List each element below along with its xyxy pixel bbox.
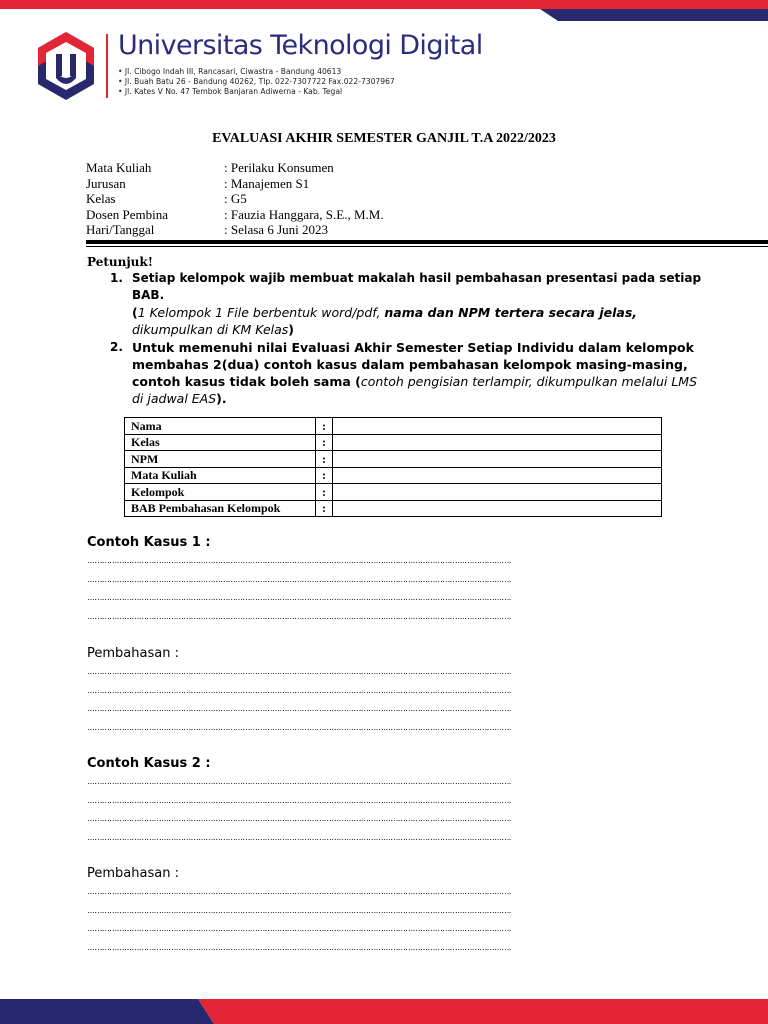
header-navy-band <box>540 9 768 21</box>
answer-line: ………………………………………………………………………………………………………………………………………………………. <box>87 814 511 823</box>
note-italic-b: dikumpulkan di KM Kelas <box>132 322 289 337</box>
instruction-2-end: ). <box>216 391 227 406</box>
answer-line: ………………………………………………………………………………………………………………………………………………………. <box>87 777 511 786</box>
info-row <box>86 207 384 223</box>
instruction-number-1: 1. <box>110 271 123 285</box>
answer-lines-discussion-1[interactable] <box>87 663 673 737</box>
exam-title: EVALUASI AKHIR SEMESTER GANJIL T.A 2022/2023 <box>212 131 556 146</box>
table-colon: : <box>316 451 333 468</box>
info-value: : G5 <box>224 191 247 207</box>
answer-line: ………………………………………………………………………………………………………………………………………………………. <box>87 905 511 915</box>
answer-lines-case-2[interactable] <box>87 773 673 847</box>
info-value: : Manajemen S1 <box>224 175 310 191</box>
address-line-1: • Jl. Cibogo Indah III, Rancasari, Ciwastra - Bandung 40613 <box>118 67 342 76</box>
table-label: Kelompok <box>125 484 316 501</box>
info-value: : Fauzia Hanggara, S.E., M.M. <box>224 206 384 222</box>
paren-close: ) <box>288 322 295 337</box>
instruction-2-bold: Untuk memenuhi nilai Evaluasi Akhir Semester Setiap Individu dalam kelompok membahas 2(dua) contoh kasus dalam pembahasan kelompok masing-masing, contoh kasus tidak boleh sama ( <box>132 340 694 389</box>
table-row <box>125 451 662 468</box>
identity-table <box>124 417 662 517</box>
separator-thick <box>86 240 768 244</box>
answer-line: ………………………………………………………………………………………………………………………………………………………. <box>87 795 511 805</box>
header-divider <box>106 34 108 98</box>
instruction-number-2: 2. <box>110 340 123 354</box>
answer-line: ………………………………………………………………………………………………………………………………………………………. <box>87 942 511 952</box>
answer-line: ………………………………………………………………………………………………………………………………………………………. <box>87 832 511 842</box>
note-bold-italic: nama dan NPM tertera secara jelas, <box>384 305 638 320</box>
instruction-2-italic: contoh pengisian terlampir, dikumpulkan melalui LMS di jadwal EAS <box>132 374 698 406</box>
table-row <box>125 418 662 435</box>
info-row <box>86 176 384 192</box>
answer-lines-discussion-2[interactable] <box>87 883 673 957</box>
address-line-2: • Jl. Buah Batu 26 - Bandung 40262, Tlp. 022-7307722 Fax.022-7307967 <box>118 77 395 86</box>
table-label: BAB Pembahasan Kelompok <box>125 500 316 517</box>
answer-line: ………………………………………………………………………………………………………………………………………………………. <box>87 924 511 933</box>
info-row <box>86 222 384 238</box>
table-value-field[interactable] <box>333 484 662 501</box>
table-label: Mata Kuliah <box>125 467 316 484</box>
address-line-3: • Jl. Kates V No. 47 Tembok Banjaran Adiwerna - Kab. Tegal <box>118 87 343 96</box>
university-name: Universitas Teknologi Digital <box>118 30 483 61</box>
instructions-title: Petunjuk! <box>87 255 153 269</box>
answer-line: ………………………………………………………………………………………………………………………………………………………. <box>87 611 511 621</box>
info-row <box>86 191 384 207</box>
header-red-band <box>0 0 768 9</box>
answer-line: ………………………………………………………………………………………………………………………………………………………. <box>87 722 511 732</box>
answer-lines-case-1[interactable] <box>87 552 673 626</box>
info-label: Hari/Tanggal <box>86 222 155 238</box>
table-row <box>125 434 662 451</box>
table-colon: : <box>316 484 333 501</box>
table-colon: : <box>316 418 333 435</box>
case-1-title: Contoh Kasus 1 : <box>87 535 211 550</box>
table-value-field[interactable] <box>333 500 662 517</box>
paren-open: ( <box>132 305 138 320</box>
table-colon: : <box>316 434 333 451</box>
answer-line: ………………………………………………………………………………………………………………………………………………………. <box>87 704 511 713</box>
table-row <box>125 500 662 517</box>
table-row <box>125 467 662 484</box>
footer-navy-band <box>0 999 214 1024</box>
case-2-title: Contoh Kasus 2 : <box>87 756 211 771</box>
table-value-field[interactable] <box>333 467 662 484</box>
answer-line: ………………………………………………………………………………………………………………………………………………………. <box>87 685 511 695</box>
university-logo-icon <box>36 32 96 100</box>
info-label: Dosen Pembina <box>86 206 168 222</box>
course-info <box>86 160 384 238</box>
table-value-field[interactable] <box>333 418 662 435</box>
table-value-field[interactable] <box>333 451 662 468</box>
instruction-2 <box>132 339 712 407</box>
answer-line: ………………………………………………………………………………………………………………………………………………………. <box>87 667 511 676</box>
discussion-1-title: Pembahasan : <box>87 646 179 661</box>
info-value: : Perilaku Konsumen <box>224 160 334 175</box>
info-label: Kelas <box>86 191 116 207</box>
info-row <box>86 160 384 176</box>
separator-thin <box>86 246 768 247</box>
table-value-field[interactable] <box>333 434 662 451</box>
info-label: Jurusan <box>86 175 126 191</box>
answer-line: ………………………………………………………………………………………………………………………………………………………. <box>87 574 511 584</box>
info-value: : Selasa 6 Juni 2023 <box>224 222 328 238</box>
table-label: NPM <box>125 451 316 468</box>
table-label: Nama <box>125 418 316 435</box>
table-colon: : <box>316 500 333 517</box>
table-colon: : <box>316 467 333 484</box>
answer-line: ………………………………………………………………………………………………………………………………………………………. <box>87 887 511 896</box>
instruction-1-line: Setiap kelompok wajib membuat makalah hasil pembahasan presentasi pada setiap BAB. <box>132 271 702 302</box>
note-italic-a: 1 Kelompok 1 File berbentuk word/pdf, <box>137 305 385 320</box>
info-label: Mata Kuliah <box>86 160 152 175</box>
instruction-1-note <box>132 304 712 338</box>
answer-line: ………………………………………………………………………………………………………………………………………………………. <box>87 556 511 565</box>
table-row <box>125 484 662 501</box>
discussion-2-title: Pembahasan : <box>87 866 179 881</box>
instruction-1 <box>132 270 712 338</box>
footer-red-band <box>198 999 768 1024</box>
table-label: Kelas <box>125 434 316 451</box>
answer-line: ………………………………………………………………………………………………………………………………………………………. <box>87 593 511 602</box>
